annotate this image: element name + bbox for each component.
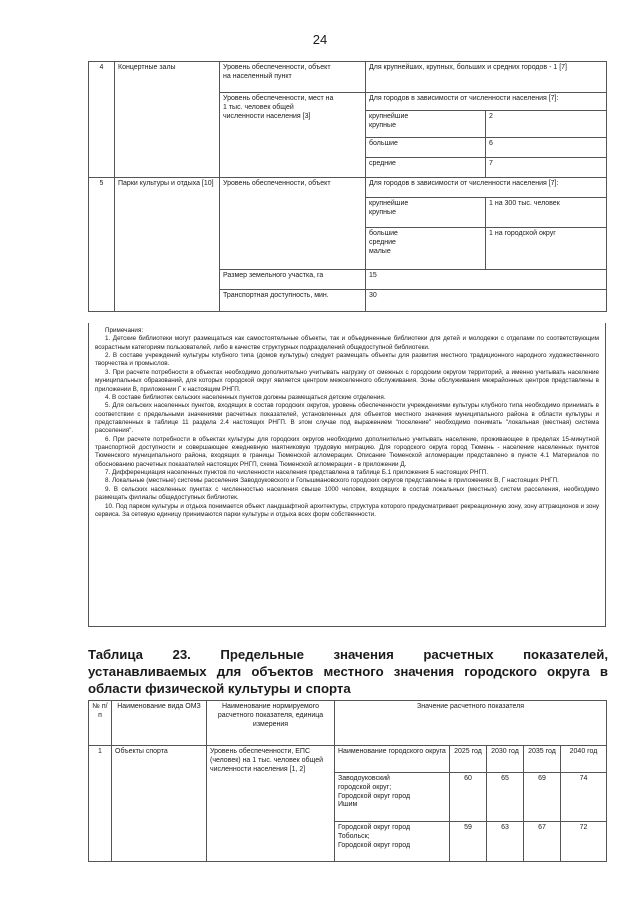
header-row [89,701,607,746]
heading-line: Таблица 23. Предельные значения расчетных показателей, [88,647,608,662]
indicator-name: Транспортная доступность, мин. [220,290,366,312]
note-item: 7. Дифференциация населенных пунктов по численности населения представлена в таблице Б.1 приложения Б настоящих РНГП. [105,469,489,477]
value-cell: 60 [450,773,487,822]
header-no: № п/п [89,701,112,746]
subheader-year: 2025 год [450,746,487,773]
note-item: 2. В составе учреждений культуры клубного типа (домов культуры) следует размещать объекты для развития местного традиционного народного художественного творчества и промыслов. [95,352,599,368]
row-number: 4 [89,62,115,178]
category-value: 7 [486,158,607,178]
indicator-name: Уровень обеспеченности, ЕПС (человек) на 1 тыс. человек общей численности населения [1, 2] [207,746,335,862]
city-category: крупнейшие крупные [366,198,486,228]
value-cell: 69 [524,773,561,822]
city-category: большие [366,138,486,158]
indicator-value: 30 [366,290,607,312]
value-cell: 59 [450,822,487,862]
sports-table [88,700,607,862]
note-item: 4. В составе библиотек сельских населенных пунктов должны размещаться детские отделения. [105,393,386,401]
category-value: 2 [486,111,607,138]
city-category: средние [366,158,486,178]
value-cell: 72 [561,822,607,862]
indicator-name: Уровень обеспеченности, мест на 1 тыс. человек общей численности населения [3] [220,93,366,178]
subheader-name: Наименование городского округа [335,746,450,773]
notes-block [88,323,606,627]
note-item: 6. При расчете потребности в объектах культуры для городских округов необходимо дополнительно учитывать население, проживающее в пределах 15-минутной транспортной доступности и совершающее ежедневную маятниковую трудовую миграцию. Для городского округа город Тюмень - население населенных пунктов Тюменского муниципального района, входящих в границы Тюменской агломерации. Описание Тюменской агломерации представлено в пункте 4.1 Материалов по обоснованию расчетных показателей настоящих РНГП, схема Тюменской агломерации - в приложении Д. [95,435,599,468]
note-item: 9. В сельских населенных пунктах с численностью населения свыше 1000 человек, входящих в состав локальных (местных) систем расселения, необходимо размещать филиалы общедоступных библиотек. [95,485,599,502]
value-cell: 74 [561,773,607,822]
note-item: 8. Локальные (местные) системы расселения Заводоуковского и Голышмановского городских округов представлены в приложениях В, Г настоящих РНГП. [105,477,559,485]
city-category: большие средние малые [366,228,486,270]
indicator-value: 15 [366,270,607,290]
note-item: 10. Под парком культуры и отдыха понимается объект ландшафтной архитектуры, структура которого предусматривает рекреационную зону, зону аттракционов и зону сервиса. За сетевую единицу принимаются парки культуры и отдыха всех форм собственности. [95,502,599,518]
value-cell: 67 [524,822,561,862]
indicator-value: Для городов в зависимости от численности населения [7]: [366,178,607,198]
category-value: 1 на городской округ [486,228,607,270]
row-number: 1 [89,746,112,862]
city-category: крупнейшие крупные [366,111,486,138]
notes-title: Примечания: [105,327,144,334]
note-item: 1. Детские библиотеки могут размещаться как самостоятельные объекты, так и объединенные библиотеки для детей и молодежи с отделами по соответствующим возрастным категориям пользователей, либо в качестве структурных подразделений общедоступной библиотеки. [95,335,599,351]
heading-line: области физической культуры и спорта [88,680,351,696]
header-indicator: Наименование нормируемого расчетного показателя, единица измерения [207,701,335,746]
category-value: 6 [486,138,607,158]
page-number: 24 [312,32,328,47]
header-value: Значение расчетного показателя [335,701,607,746]
subheader-row [89,746,607,773]
district-name: Заводоуковский городской округ; Городской округ город Ишим [335,773,450,822]
note-item: 5. Для сельских населенных пунктов, входящих в состав городских округов, уровень обеспеченности учреждениями культуры клубного типа необходимо принимать в соответствии с предельными значениями расчетных показателей, установленных для объектов местного значения муниципального района в области культуры и представленных в таблице 11 раздела 2.4 настоящих РНГП. В этом случае под выражением "поселение" необходимо понимать "локальная (местная) система расселения". [95,402,599,435]
category-value: 1 на 300 тыс. человек [486,198,607,228]
value-cell: 65 [487,773,524,822]
note-item: 3. При расчете потребности в объектах необходимо дополнительно учитывать нагрузку от смежных с городским округом территорий, а именно учитывать население муниципальных образований, для которых городской округ является центром межселенного обслуживания. Зоны обслуживания межрайонных центров представлены в приложении В, приложении Г к настоящим РНГП. [95,368,599,393]
indicator-name: Размер земельного участка, га [220,270,366,290]
indicator-value: Для городов в зависимости от численности населения [7]: [366,93,607,111]
district-name: Городской округ город Тобольск; Городской округ город [335,822,450,862]
table-row [89,178,607,198]
subheader-year: 2035 год [524,746,561,773]
subheader-year: 2040 год [561,746,607,773]
table-heading [88,647,608,697]
indicator-name: Уровень обеспеченности, объект на населенный пункт [220,62,366,93]
heading-line: устанавливаемых для объектов местного значения городского округа в [88,663,608,679]
row-number: 5 [89,178,115,312]
indicator-name: Уровень обеспеченности, объект [220,178,366,270]
header-type: Наименование вида ОМЗ [112,701,207,746]
value-cell: 63 [487,822,524,862]
object-name: Парки культуры и отдыха [10] [115,178,220,312]
table-row [89,62,607,93]
indicator-value: Для крупнейших, крупных, больших и средних городов - 1 [7] [366,62,607,93]
object-name: Концертные залы [115,62,220,178]
subheader-year: 2030 год [487,746,524,773]
cultural-facilities-table [88,61,607,312]
object-type: Объекты спорта [112,746,207,862]
